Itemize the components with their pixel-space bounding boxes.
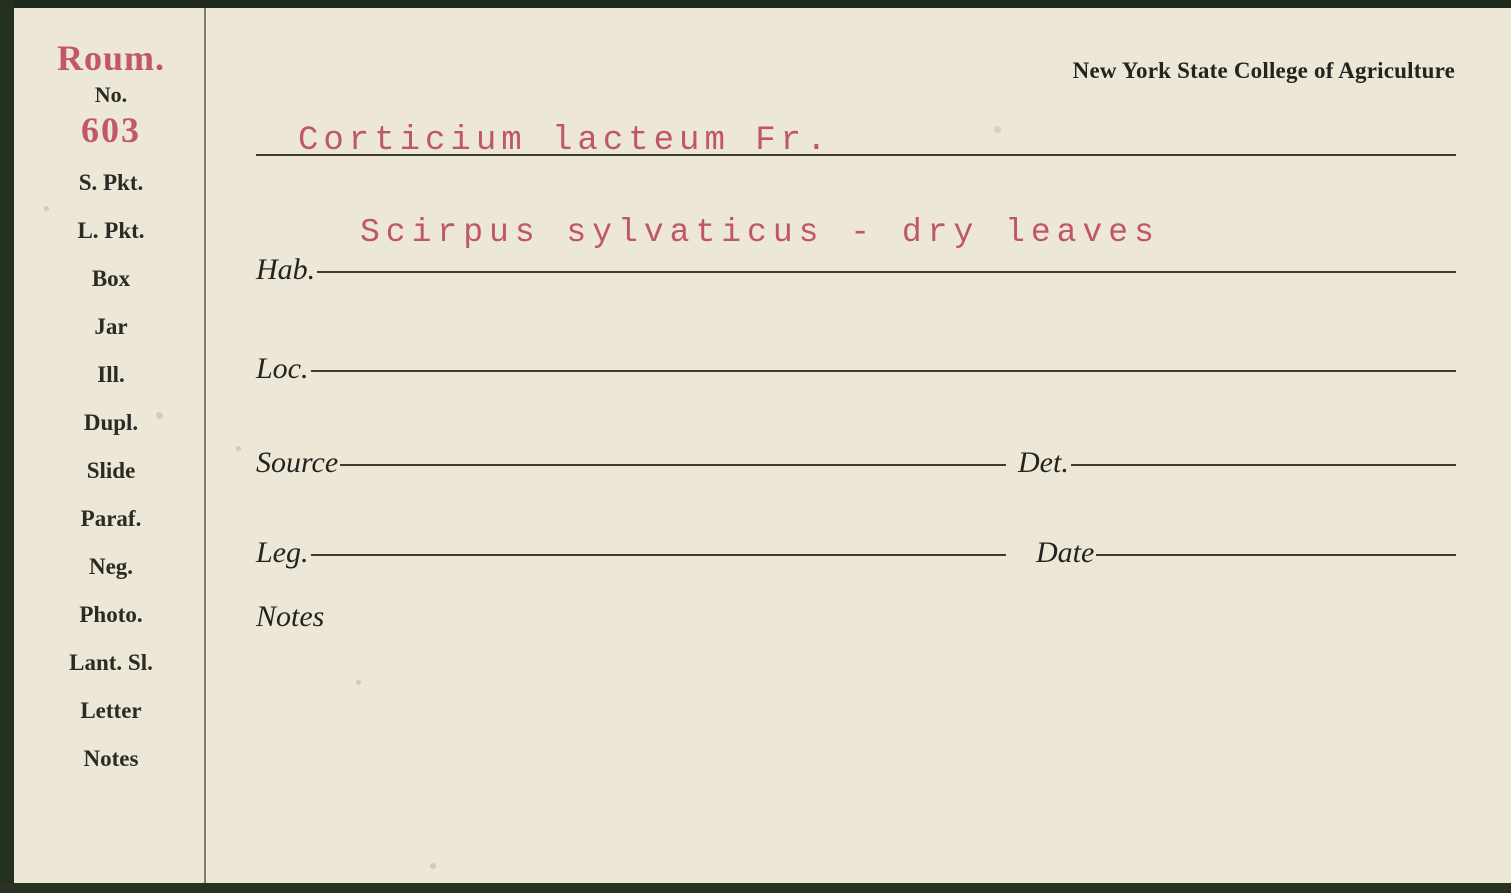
number-label: No.: [94, 82, 128, 107]
legit-rule: [311, 554, 1007, 556]
paper-speck: [356, 680, 361, 685]
column-divider: [204, 8, 206, 883]
notes-label: Notes: [256, 600, 325, 633]
locality-rule: [311, 370, 1457, 372]
index-item-ill[interactable]: Ill.: [97, 361, 125, 387]
collection-label: Roum.: [56, 38, 165, 78]
accession-number: 603: [81, 110, 141, 151]
paper-speck: [236, 446, 241, 451]
index-item-box[interactable]: Box: [91, 265, 131, 291]
determiner-rule: [1071, 464, 1456, 466]
determiner-row: [1018, 446, 1456, 480]
date-row: [1036, 536, 1456, 570]
habitat-row: [256, 253, 1456, 287]
card-top-edge: [0, 0, 1511, 8]
institution-name: New York State College of Agriculture: [1072, 58, 1455, 83]
index-item-slide[interactable]: Slide: [86, 457, 136, 483]
source-row: [256, 446, 1006, 480]
legit-row: [256, 536, 1006, 570]
habitat-value: Scirpus sylvaticus - dry leaves: [360, 214, 1160, 251]
index-item-notes[interactable]: Notes: [83, 745, 139, 771]
index-item-jar[interactable]: Jar: [94, 313, 128, 339]
habitat-rule: [317, 271, 1456, 273]
index-item-l-pkt[interactable]: L. Pkt.: [77, 217, 145, 243]
index-item-s-pkt[interactable]: S. Pkt.: [78, 169, 144, 195]
date-label: Date: [1036, 536, 1095, 569]
index-column: [18, 40, 204, 782]
index-item-letter[interactable]: Letter: [80, 697, 142, 723]
species-name-row: [256, 160, 1456, 162]
source-label: Source: [256, 446, 339, 479]
habitat-label: Hab.: [256, 253, 316, 286]
index-item-dupl[interactable]: Dupl.: [83, 409, 139, 435]
notes-row: [256, 600, 656, 634]
determiner-label: Det.: [1018, 446, 1069, 479]
legit-label: Leg.: [256, 536, 309, 569]
index-item-photo[interactable]: Photo.: [79, 601, 143, 627]
locality-label: Loc.: [256, 352, 309, 385]
paper-speck: [430, 863, 436, 869]
date-rule: [1096, 554, 1456, 556]
locality-row: [256, 352, 1456, 386]
card-bottom-edge: [0, 883, 1511, 893]
index-item-paraf[interactable]: Paraf.: [80, 505, 142, 531]
index-item-lant-sl[interactable]: Lant. Sl.: [69, 649, 153, 675]
index-item-neg[interactable]: Neg.: [88, 553, 134, 579]
species-name-value: Corticium lacteum Fr.: [298, 122, 832, 160]
source-rule: [340, 464, 1006, 466]
paper-speck: [994, 126, 1001, 133]
card-left-edge: [0, 0, 14, 893]
